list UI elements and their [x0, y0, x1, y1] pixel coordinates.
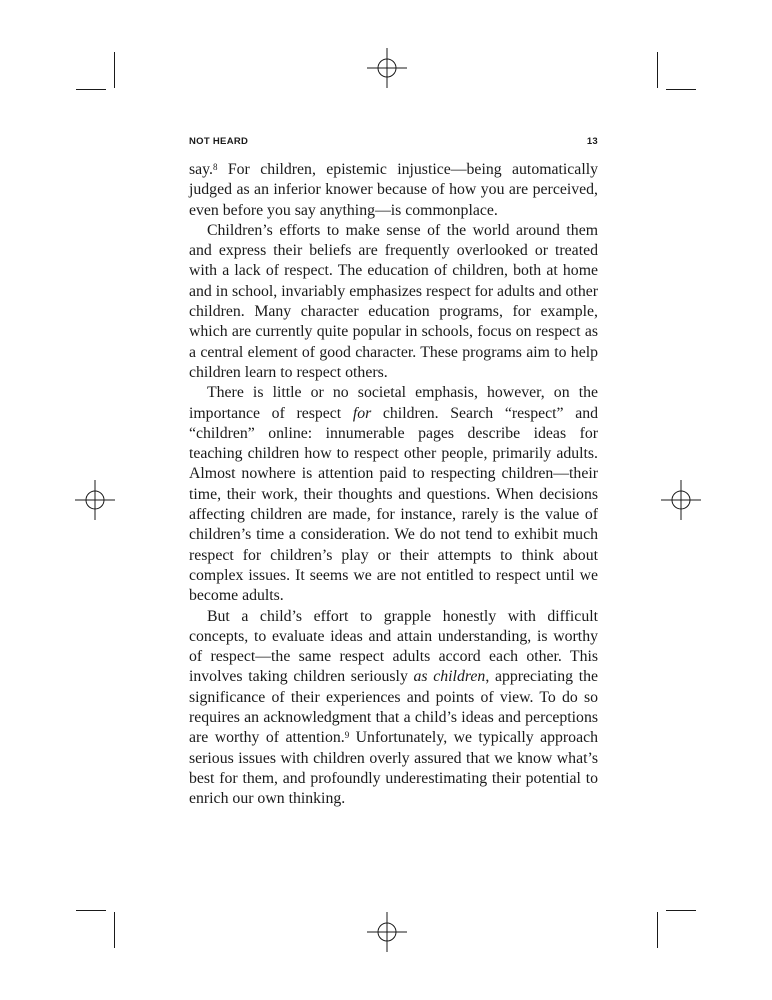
paragraph-4: [189, 607, 598, 810]
paragraph-text: There is little or no societal emphasis, however, on the importance of respect: [189, 384, 598, 422]
crop-mark: [76, 89, 106, 90]
crop-mark: [114, 52, 115, 88]
crop-mark: [657, 912, 658, 948]
running-head-title: NOT HEARD: [189, 136, 249, 147]
paragraph-text: But a child’s effort to grapple honestly with difficult concepts, to evaluate ideas and attain understanding, is worthy of respect—the same respect adults accord each other. This involves taking children seriously: [189, 607, 598, 686]
footnote-ref-8[interactable]: 8: [212, 162, 218, 172]
registration-mark: [75, 480, 115, 520]
paragraph-2: Children’s efforts to make sense of the world around them and express their beliefs are frequently overlooked or treated with a lack of respect. The education of children, both at home and in school, invariably emphasizes respect for adults and other children. Many character education programs, for example, which are currently quite popular in schools, focus on respect as a central element of good character. These programs aim to help children learn to respect others.: [189, 221, 598, 381]
registration-mark: [367, 912, 407, 952]
paragraph-text: For children, epistemic injustice—being automatically judged as an inferior knower because of how you are perceived, even before you say anything—is commonplace.: [189, 161, 598, 219]
emphasis-text: as children: [413, 668, 486, 686]
footnote-ref-9[interactable]: 9: [344, 730, 350, 741]
emphasis-text: for: [352, 404, 372, 422]
crop-mark: [657, 52, 658, 88]
paragraph-1: [189, 160, 598, 221]
running-head: [189, 136, 598, 150]
page-number: 13: [586, 136, 598, 147]
paragraph-3: [189, 383, 598, 606]
paragraph-text: , appreciating the significance of their experiences and points of view. To do so requires an acknowledgment that a child’s ideas and perceptions are worthy of attention.: [189, 668, 599, 747]
paragraph-text: say.: [189, 161, 213, 178]
registration-mark: [367, 48, 407, 88]
paragraph-text: Unfortunately, we typically approach serious issues with children overly assured that we know what’s best for them, and profoundly underestimating their potential to enrich our own thinking.: [189, 729, 598, 808]
body-text: [189, 160, 598, 810]
crop-mark: [76, 910, 106, 911]
paragraph-text: children. Search “respect” and “children” online: innumerable pages describe ideas for teaching children how to respect other people, primarily adults. Almost nowhere is attention paid to respecting children—their time, their work, their thoughts and questions. When decisions affecting children are made, for instance, rarely is the value of children’s time a consideration. We do not tend to exhibit much respect for children’s play or their attempts to think about complex issues. It seems we are not entitled to respect until we become adults.: [189, 404, 599, 605]
crop-mark: [666, 89, 696, 90]
crop-mark: [666, 910, 696, 911]
registration-mark: [661, 480, 701, 520]
crop-mark: [114, 912, 115, 948]
